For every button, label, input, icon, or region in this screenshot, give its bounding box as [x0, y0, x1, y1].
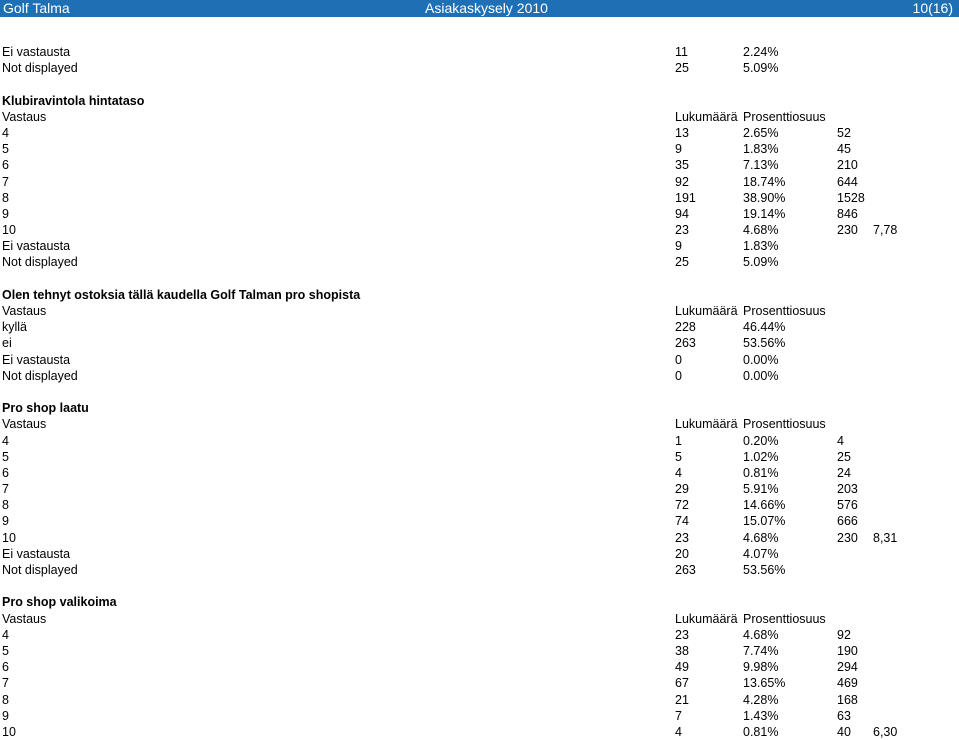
section-title-text: Pro shop laatu — [2, 401, 89, 416]
answer-cell: Ei vastausta — [2, 546, 71, 561]
table-row — [0, 562, 959, 578]
count-cell: 92 — [675, 174, 689, 189]
average-cell: 8,31 — [873, 530, 898, 545]
count-cell: 0 — [675, 352, 682, 367]
weighted-cell: 210 — [837, 158, 858, 173]
section-spacer — [0, 578, 959, 594]
weighted-cell: 469 — [837, 676, 858, 691]
percent-cell: 9.98% — [743, 660, 779, 675]
table-row — [0, 238, 959, 254]
answer-cell: Not displayed — [2, 61, 78, 76]
table-row — [0, 546, 959, 562]
percent-cell: 5.09% — [743, 255, 779, 270]
count-cell: 29 — [675, 482, 689, 497]
answer-cell: 4 — [2, 433, 9, 448]
table-row — [0, 254, 959, 270]
table-row — [0, 708, 959, 724]
weighted-cell: 190 — [837, 643, 858, 658]
table-row — [0, 530, 959, 546]
percent-cell: 1.83% — [743, 239, 779, 254]
table-row — [0, 692, 959, 708]
answer-cell: 4 — [2, 627, 9, 642]
answer-cell: Not displayed — [2, 563, 78, 577]
percent-cell: 53.56% — [743, 563, 786, 577]
table-row — [0, 643, 959, 659]
answer-cell: 8 — [2, 190, 9, 205]
count-cell: 74 — [675, 514, 689, 529]
table-row — [0, 497, 959, 513]
table-row — [0, 481, 959, 497]
answer-cell: 8 — [2, 692, 9, 707]
table-row — [0, 352, 959, 368]
header-page-number: 10(16) — [912, 0, 953, 16]
answer-cell: 7 — [2, 482, 9, 497]
percent-cell: 19.14% — [743, 206, 786, 221]
answer-cell: 4 — [2, 125, 9, 140]
count-cell: 0 — [675, 368, 682, 383]
header-survey-title: Asiakaskysely 2010 — [425, 0, 548, 16]
weighted-cell: 230 — [837, 223, 858, 238]
answer-cell: ei — [2, 336, 12, 351]
table-header-row — [0, 611, 959, 627]
answer-cell: kyllä — [2, 320, 28, 335]
section-title — [0, 93, 959, 109]
percent-cell: 0.00% — [743, 368, 779, 383]
percent-cell: 4.68% — [743, 627, 779, 642]
table-row — [0, 724, 959, 740]
answer-cell: Ei vastausta — [2, 352, 71, 367]
count-cell: 25 — [675, 255, 689, 270]
weighted-cell: 63 — [837, 708, 851, 723]
section-title — [0, 400, 959, 416]
table-row — [0, 125, 959, 141]
count-cell: 23 — [675, 627, 689, 642]
table-row — [0, 157, 959, 173]
table-row — [0, 222, 959, 238]
answer-cell: 5 — [2, 449, 9, 464]
count-cell: 20 — [675, 546, 689, 561]
answer-cell: Not displayed — [2, 255, 78, 270]
table-row — [0, 60, 959, 76]
count-cell: 35 — [675, 158, 689, 173]
weighted-cell: 1528 — [837, 190, 865, 205]
section-title — [0, 594, 959, 610]
count-cell: 4 — [675, 465, 682, 480]
percent-cell: 0.20% — [743, 433, 779, 448]
count-cell: 9 — [675, 239, 682, 254]
weighted-cell: 203 — [837, 482, 858, 497]
table-row — [0, 465, 959, 481]
percent-cell: 13.65% — [743, 676, 786, 691]
percent-cell: 14.66% — [743, 498, 786, 513]
percent-cell: 7.74% — [743, 643, 779, 658]
weighted-cell: 92 — [837, 627, 851, 642]
answer-cell: 10 — [2, 223, 16, 238]
count-cell: 25 — [675, 61, 689, 76]
table-row — [0, 659, 959, 675]
table-row — [0, 675, 959, 691]
weighted-cell: 666 — [837, 514, 858, 529]
weighted-cell: 40 — [837, 724, 851, 739]
answer-cell: 7 — [2, 676, 9, 691]
weighted-cell: 24 — [837, 465, 851, 480]
weighted-cell: 294 — [837, 660, 858, 675]
answer-cell: Vastaus — [2, 304, 47, 318]
weighted-cell: 4 — [837, 433, 844, 448]
weighted-cell: 644 — [837, 174, 858, 189]
answer-cell: Ei vastausta — [2, 239, 71, 254]
count-cell: 13 — [675, 125, 689, 140]
section-spacer — [0, 384, 959, 400]
table-row — [0, 206, 959, 222]
answer-cell: 9 — [2, 514, 9, 529]
answer-cell: 5 — [2, 643, 9, 658]
weighted-cell: 230 — [837, 530, 858, 545]
table-row — [0, 190, 959, 206]
table-header-row — [0, 416, 959, 432]
section-title — [0, 287, 959, 303]
count-cell: Lukumäärä — [675, 109, 738, 124]
answer-cell: 6 — [2, 660, 9, 675]
percent-cell: 2.24% — [743, 45, 779, 59]
average-cell: 7,78 — [873, 223, 898, 238]
page-header — [0, 0, 959, 17]
answer-cell: 9 — [2, 708, 9, 723]
percent-cell: 5.91% — [743, 482, 779, 497]
table-row — [0, 141, 959, 157]
count-cell: 228 — [675, 320, 696, 335]
section-spacer — [0, 271, 959, 287]
percent-cell: 4.68% — [743, 223, 779, 238]
percent-cell: 1.83% — [743, 142, 779, 157]
percent-cell: 4.07% — [743, 546, 779, 561]
table-header-row — [0, 109, 959, 125]
table-row — [0, 335, 959, 351]
count-cell: 9 — [675, 142, 682, 157]
percent-cell: 38.90% — [743, 190, 786, 205]
table-header-row — [0, 303, 959, 319]
weighted-cell: 168 — [837, 692, 858, 707]
percent-cell: 15.07% — [743, 514, 786, 529]
count-cell: 1 — [675, 433, 682, 448]
answer-cell: Vastaus — [2, 109, 47, 124]
percent-cell: 4.28% — [743, 692, 779, 707]
count-cell: 38 — [675, 643, 689, 658]
answer-cell: 9 — [2, 206, 9, 221]
survey-content — [0, 44, 959, 740]
count-cell: 11 — [675, 45, 688, 59]
count-cell: 263 — [675, 336, 696, 351]
average-cell: 6,30 — [873, 724, 898, 739]
count-cell: Lukumäärä — [675, 417, 738, 432]
answer-cell: Vastaus — [2, 611, 47, 626]
percent-cell: 1.43% — [743, 708, 779, 723]
weighted-cell: 45 — [837, 142, 851, 157]
section-title-text: Olen tehnyt ostoksia tällä kaudella Golf Talman pro shopista — [2, 287, 361, 302]
percent-cell: Prosenttiosuus — [743, 611, 826, 626]
weighted-cell: 576 — [837, 498, 858, 513]
count-cell: 72 — [675, 498, 689, 513]
answer-cell: 8 — [2, 498, 9, 513]
count-cell: 7 — [675, 708, 682, 723]
count-cell: 263 — [675, 563, 696, 577]
table-row — [0, 627, 959, 643]
count-cell: 23 — [675, 530, 689, 545]
count-cell: 21 — [675, 692, 689, 707]
percent-cell: 1.02% — [743, 449, 779, 464]
count-cell: 191 — [675, 190, 696, 205]
count-cell: Lukumäärä — [675, 611, 738, 626]
count-cell: 49 — [675, 660, 689, 675]
section-title-text: Pro shop valikoima — [2, 595, 117, 610]
percent-cell: 5.09% — [743, 61, 779, 76]
count-cell: 5 — [675, 449, 682, 464]
answer-cell: Vastaus — [2, 417, 47, 432]
count-cell: 23 — [675, 223, 689, 238]
answer-cell: 6 — [2, 158, 9, 173]
percent-cell: 7.13% — [743, 158, 779, 173]
answer-cell: 7 — [2, 174, 9, 189]
weighted-cell: 846 — [837, 206, 858, 221]
percent-cell: 0.81% — [743, 724, 779, 739]
percent-cell: 2.65% — [743, 125, 779, 140]
answer-cell: Ei vastausta — [2, 45, 71, 59]
percent-cell: Prosenttiosuus — [743, 109, 826, 124]
percent-cell: 53.56% — [743, 336, 786, 351]
percent-cell: 0.81% — [743, 465, 779, 480]
answer-cell: Not displayed — [2, 368, 78, 383]
count-cell: Lukumäärä — [675, 304, 738, 318]
answer-cell: 10 — [2, 724, 16, 739]
table-row — [0, 174, 959, 190]
answer-cell: 10 — [2, 530, 16, 545]
percent-cell: 0.00% — [743, 352, 779, 367]
section-title-text: Klubiravintola hintataso — [2, 93, 145, 108]
table-row — [0, 513, 959, 529]
table-row — [0, 368, 959, 384]
percent-cell: 18.74% — [743, 174, 786, 189]
percent-cell: 46.44% — [743, 320, 786, 335]
answer-cell: 5 — [2, 142, 9, 157]
percent-cell: Prosenttiosuus — [743, 304, 826, 318]
table-row — [0, 44, 959, 60]
header-org: Golf Talma — [3, 0, 70, 16]
table-row — [0, 433, 959, 449]
count-cell: 4 — [675, 724, 682, 739]
percent-cell: Prosenttiosuus — [743, 417, 826, 432]
count-cell: 94 — [675, 206, 689, 221]
percent-cell: 4.68% — [743, 530, 779, 545]
weighted-cell: 25 — [837, 449, 851, 464]
table-row — [0, 449, 959, 465]
table-row — [0, 319, 959, 335]
count-cell: 67 — [675, 676, 689, 691]
section-spacer — [0, 76, 959, 92]
weighted-cell: 52 — [837, 125, 851, 140]
answer-cell: 6 — [2, 465, 9, 480]
